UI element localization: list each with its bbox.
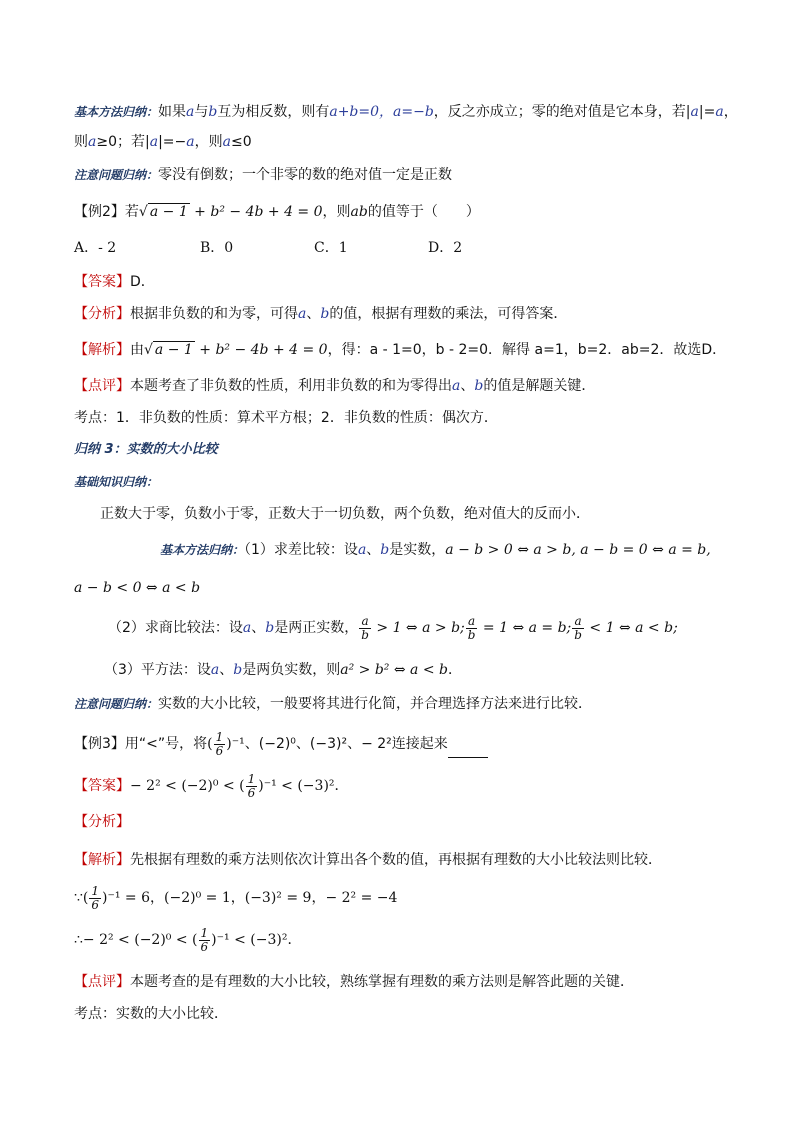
method-2: （2）求商比较法：设a、b是两正实数， $\frac{a}{b}$ > 1 ⇔ a > b; $\frac{a}{b}$ = 1 ⇔ a = b; $\frac{a}{b}$ < 1 ⇔ a < b;	[108, 613, 678, 642]
basic-knowledge-label: 基础知识归纳：	[74, 475, 159, 489]
answer-2: 【答案】D．	[74, 274, 155, 290]
key-points-3: 考点：实数的大小比较．	[74, 1006, 228, 1022]
option-c: C．1	[314, 240, 348, 256]
solution-2: 【解析】由√ a − 1 + b² − 4b + 4 = 0，得：a - 1=0，b - 2=0．解得 a=1，b=2．ab=2．故选D．	[74, 342, 727, 358]
method-3: （3）平方法：设a、b是两负实数，则a² > b² ⇔ a < b．	[104, 662, 462, 678]
comment-3: 【点评】本题考查的是有理数的大小比较，熟练掌握有理数的乘方法则是解答此题的关键．	[74, 974, 634, 990]
method-1: 基本方法归纳：（1）求差比较：设a、b是实数，a − b > 0 ⇔ a > b, a − b = 0 ⇔ a = b,	[160, 542, 711, 558]
answer-3: 【答案】− 2² < (−2)⁰ < ( $\frac{1}{6}$ )⁻¹ < (−3)²．	[74, 771, 349, 800]
option-d: D．2	[428, 240, 463, 256]
analysis-2: 【分析】根据非负数的和为零，可得a、b的值，根据有理数的乘法，可得答案．	[74, 306, 568, 322]
solution-3: 【解析】先根据有理数的乘方法则依次计算出各个数的值，再根据有理数的大小比较法则比较．	[74, 852, 662, 868]
example-2-question: 【例2】若√ a − 1 + b² − 4b + 4 = 0，则ab的值等于（ ）	[74, 204, 480, 220]
basic-knowledge-text: 正数大于零，负数小于零，正数大于一切负数，两个负数，绝对值大的反而小．	[100, 506, 590, 522]
sqrt-expression: √ a − 1	[138, 204, 188, 220]
method-summary-label: 基本方法归纳：	[74, 105, 159, 119]
answer-blank	[448, 743, 488, 758]
comment-2: 【点评】本题考查了非负数的性质，利用非负数的和为零得出a、b的值是解题关键．	[74, 378, 596, 394]
example-3-question: 【例3】用“<”号，将( $\frac{1}{6}$ )⁻¹、(−2)⁰、(−3)²、− 2²连接起来	[74, 730, 488, 758]
attention-summary-1: 注意问题归纳：零没有倒数；一个非零的数的绝对值一定是正数	[74, 167, 453, 183]
summary-3-heading: 归纳 3：实数的大小比较	[74, 442, 218, 457]
method-1-continued: a − b < 0 ⇔ a < b	[74, 580, 201, 596]
conclusion-line: ∴− 2² < (−2)⁰ < ( $\frac{1}{6}$ )⁻¹ < (−3)²．	[74, 925, 302, 954]
key-points-2: 考点：1．非负数的性质：算术平方根；2．非负数的性质：偶次方．	[74, 410, 498, 426]
option-a: A．- 2	[74, 240, 117, 256]
calculation-line: ∵( $\frac{1}{6}$ )⁻¹ = 6，(−2)⁰ = 1，(−3)² = 9，− 2² = −4	[74, 883, 398, 912]
method-summary-line-2: 则a≥0；若|a|=−a，则a≤0	[74, 134, 252, 150]
method-summary-line-1: 基本方法归纳：如果a与b互为相反数，则有a+b=0，a=−b，反之亦成立；零的绝对值是它本身，若|a|=a，	[74, 104, 738, 120]
option-b: B．0	[200, 240, 234, 256]
attention-summary-2: 注意问题归纳：实数的大小比较，一般要将其进行化简，并合理选择方法来进行比较．	[74, 696, 593, 712]
analysis-3: 【分析】	[74, 814, 130, 830]
